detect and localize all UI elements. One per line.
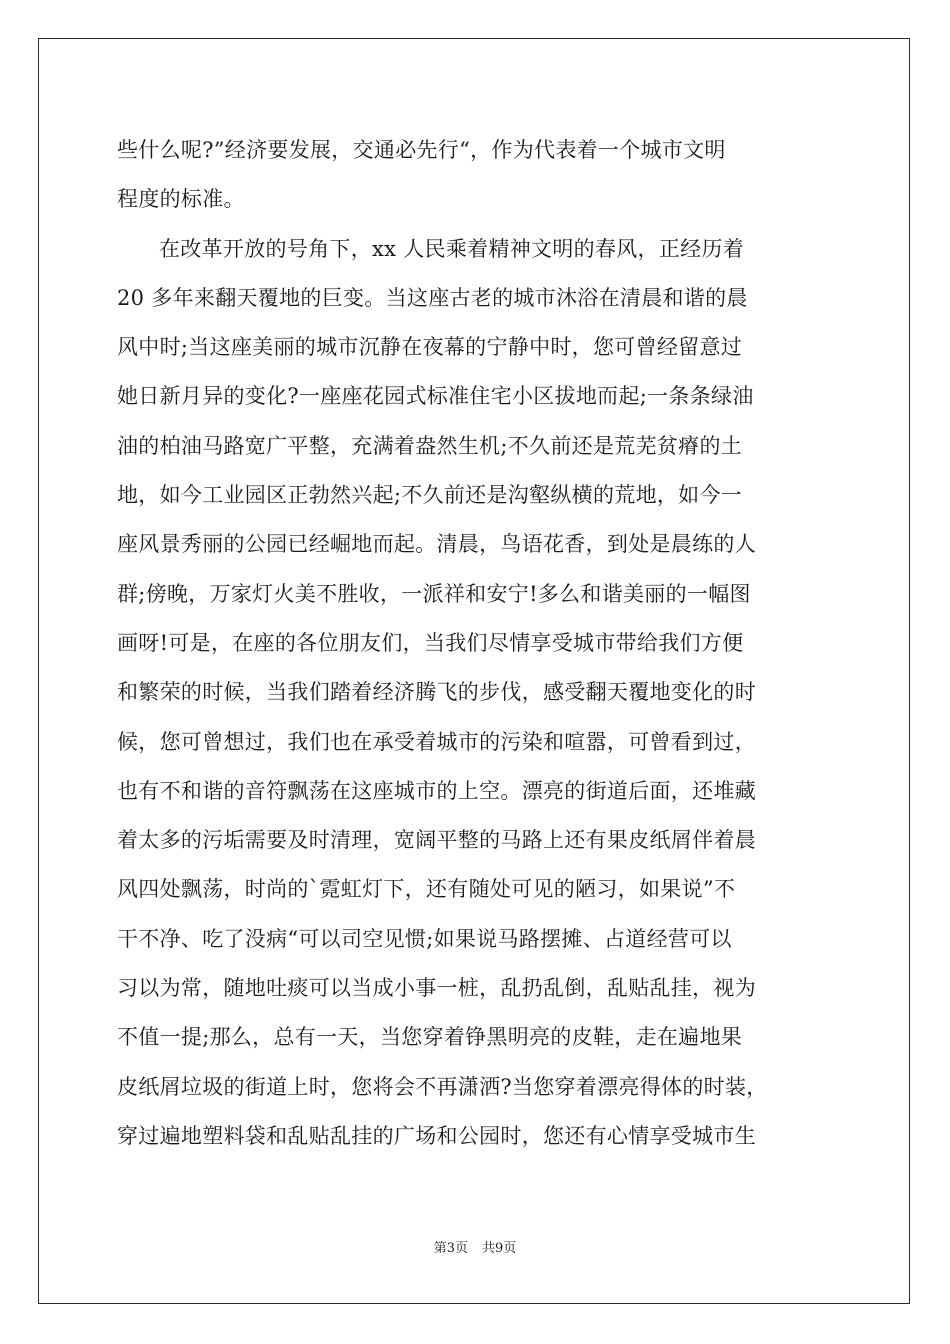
text-line: 皮纸屑垃圾的街道上时，您将会不再潇洒?当您穿着漂亮得体的时装，	[117, 1074, 768, 1099]
text-line: 群;傍晚，万家灯火美不胜收，一派祥和安宁!多么和谐美丽的一幅图	[117, 581, 751, 606]
text-line: 20 多年来翻天覆地的巨变。当这座古老的城市沐浴在清晨和谐的晨	[117, 285, 748, 310]
text-line: 习以为常，随地吐痰可以当成小事一桩，乱扔乱倒，乱贴乱挂，视为	[117, 976, 756, 1001]
text-line: 油的柏油马路宽广平整，充满着盎然生机;不久前还是荒芜贫瘠的土	[117, 433, 743, 458]
text-line: 她日新月异的变化?一座座花园式标准住宅小区拔地而起;一条条绿油	[117, 384, 754, 409]
text-line: 着太多的污垢需要及时清理，宽阔平整的马路上还有果皮纸屑伴着晨	[117, 828, 756, 853]
text-line: 也有不和谐的音符飘荡在这座城市的上空。漂亮的街道后面，还堆藏	[117, 778, 756, 803]
text-line: 风中时;当这座美丽的城市沉静在夜幕的宁静中时，您可曾经留意过	[117, 335, 743, 360]
text-line: 地，如今工业园区正勃然兴起;不久前还是沟壑纵横的荒地，如今一	[117, 483, 743, 508]
text-line: 些什么呢?”经济要发展，交通必先行“，作为代表着一个城市文明	[117, 138, 726, 162]
text-line: 在改革开放的号角下，xx 人民乘着精神文明的春风，正经历着	[159, 236, 745, 261]
text-line: 不值一提;那么，总有一天，当您穿着铮黑明亮的皮鞋，走在遍地果	[117, 1025, 743, 1050]
text-line: 候，您可曾想过，我们也在承受着城市的污染和喧嚣，可曾看到过，	[117, 729, 756, 754]
text-line: 穿过遍地塑料袋和乱贴乱挂的广场和公园时，您还有心情享受城市生	[117, 1123, 756, 1148]
text-line: 和繁荣的时候，当我们踏着经济腾飞的步伐，感受翻天覆地变化的时	[117, 680, 756, 705]
page-footer	[0, 1240, 950, 1258]
text-line: 程度的标准。	[117, 187, 245, 212]
page-number-current: 第3页	[433, 1241, 468, 1256]
text-line: 风四处飘荡，时尚的`霓虹灯下，还有随处可见的陋习，如果说”不	[117, 877, 736, 902]
text-line: 座风景秀丽的公园已经崛地而起。清晨，鸟语花香，到处是晨练的人	[117, 532, 756, 557]
text-line: 干不净、吃了没病“可以司空见惯;如果说马路摆摊、占道经营可以	[117, 926, 732, 951]
text-line: 画呀!可是，在座的各位朋友们，当我们尽情享受城市带给我们方便	[117, 630, 744, 655]
page-number-total: 共9页	[482, 1241, 517, 1256]
document-body	[117, 126, 833, 1161]
